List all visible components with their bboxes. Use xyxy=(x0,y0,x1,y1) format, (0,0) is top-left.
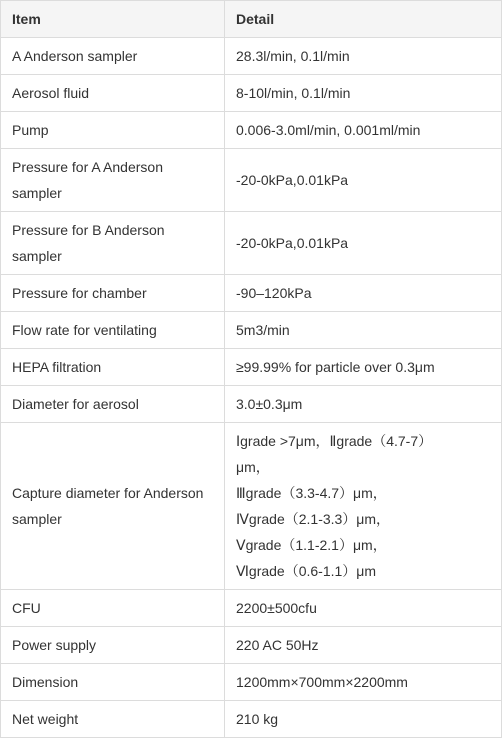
table-row xyxy=(1,386,502,423)
item-cell: HEPA filtration xyxy=(1,349,225,386)
detail-cell: 8-10l/min, 0.1l/min xyxy=(225,75,502,112)
detail-cell: 3.0±0.3μm xyxy=(225,386,502,423)
detail-cell: -90–120kPa xyxy=(225,275,502,312)
item-cell: Flow rate for ventilating xyxy=(1,312,225,349)
table-row xyxy=(1,275,502,312)
detail-cell: 1200mm×700mm×2200mm xyxy=(225,664,502,701)
table-row xyxy=(1,149,502,212)
item-cell: Pressure for A Anderson sampler xyxy=(1,149,225,212)
detail-cell: 0.006-3.0ml/min, 0.001ml/min xyxy=(225,112,502,149)
detail-line: Ⅴgrade（1.1-2.1）μm， xyxy=(236,537,387,553)
table-row xyxy=(1,701,502,738)
table-row xyxy=(1,38,502,75)
table-header-row xyxy=(1,1,502,38)
table-row xyxy=(1,349,502,386)
item-cell: Dimension xyxy=(1,664,225,701)
table-row xyxy=(1,423,502,590)
column-header-detail: Detail xyxy=(225,1,502,38)
table-row xyxy=(1,590,502,627)
detail-line: Ⅳgrade（2.1-3.3）μm， xyxy=(236,511,391,527)
column-header-item: Item xyxy=(1,1,225,38)
table-row xyxy=(1,212,502,275)
table-row xyxy=(1,112,502,149)
item-cell: Pressure for B Anderson sampler xyxy=(1,212,225,275)
detail-cell: ≥99.99% for particle over 0.3μm xyxy=(225,349,502,386)
detail-line: μm， xyxy=(236,459,270,475)
item-cell: Capture diameter for Anderson sampler xyxy=(1,423,225,590)
item-cell: CFU xyxy=(1,590,225,627)
detail-cell: -20-0kPa,0.01kPa xyxy=(225,212,502,275)
item-cell: Diameter for aerosol xyxy=(1,386,225,423)
detail-line: Ⅲgrade（3.3-4.7）μm， xyxy=(236,485,387,501)
detail-line: Ⅰgrade >7μm，Ⅱgrade（4.7-7） xyxy=(236,433,433,449)
detail-cell: 220 AC 50Hz xyxy=(225,627,502,664)
table-row xyxy=(1,664,502,701)
item-cell: A Anderson sampler xyxy=(1,38,225,75)
detail-cell xyxy=(225,423,502,590)
detail-cell: 2200±500cfu xyxy=(225,590,502,627)
detail-cell: 210 kg xyxy=(225,701,502,738)
detail-cell: 5m3/min xyxy=(225,312,502,349)
detail-cell: -20-0kPa,0.01kPa xyxy=(225,149,502,212)
table-row xyxy=(1,627,502,664)
detail-cell: 28.3l/min, 0.1l/min xyxy=(225,38,502,75)
item-cell: Power supply xyxy=(1,627,225,664)
item-cell: Net weight xyxy=(1,701,225,738)
table-row xyxy=(1,312,502,349)
table-row xyxy=(1,75,502,112)
item-cell: Aerosol fluid xyxy=(1,75,225,112)
item-cell: Pump xyxy=(1,112,225,149)
item-cell: Pressure for chamber xyxy=(1,275,225,312)
detail-line: Ⅵgrade（0.6-1.1）μm xyxy=(236,563,377,579)
